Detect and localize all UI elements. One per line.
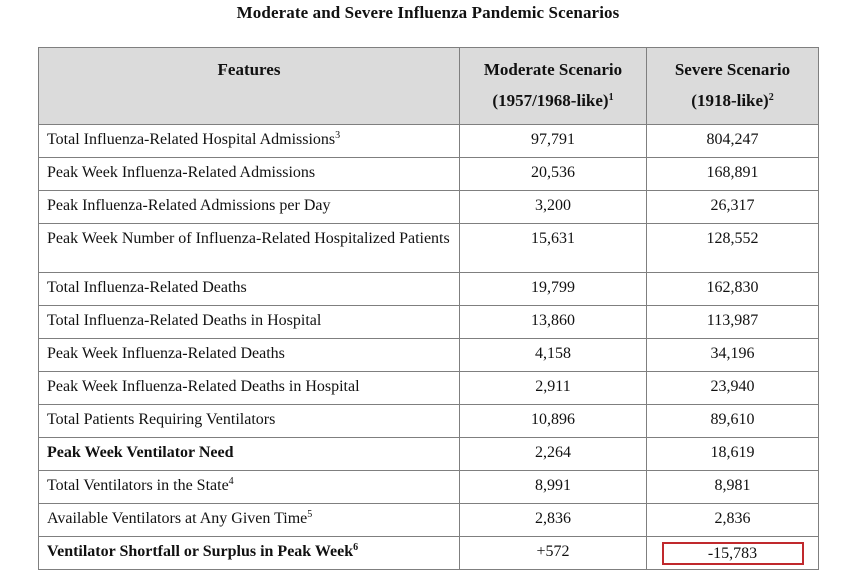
moderate-value: 2,836	[460, 504, 647, 537]
feature-cell	[39, 504, 460, 537]
table-row	[39, 339, 819, 372]
severe-value	[647, 537, 819, 570]
feature-cell	[39, 306, 460, 339]
features-header	[39, 48, 460, 125]
feature-label: Total Patients Requiring Ventilators	[47, 411, 276, 428]
severe-value: 8,981	[647, 471, 819, 504]
table-row	[39, 273, 819, 306]
severe-value: 804,247	[647, 125, 819, 158]
moderate-value: 15,631	[460, 224, 647, 273]
feature-label: Ventilator Shortfall or Surplus in Peak Week	[47, 543, 354, 560]
feature-label: Total Influenza-Related Hospital Admissions	[47, 131, 336, 148]
severe-value: 2,836	[647, 504, 819, 537]
header-row	[39, 48, 819, 125]
severe-header	[647, 48, 819, 125]
feature-label: Peak Week Influenza-Related Deaths	[47, 345, 285, 362]
feature-label: Total Influenza-Related Deaths	[47, 279, 247, 296]
moderate-value: 3,200	[460, 191, 647, 224]
footnote-marker: 4	[228, 476, 234, 487]
feature-cell	[39, 471, 460, 504]
moderate-value: +572	[460, 537, 647, 570]
severe-value: 89,610	[647, 405, 819, 438]
feature-label: Peak Week Influenza-Related Deaths in Hospital	[47, 378, 360, 395]
table-title: Moderate and Severe Influenza Pandemic Scenarios	[236, 3, 620, 22]
highlighted-shortfall-value: -15,783	[662, 542, 804, 565]
feature-cell	[39, 405, 460, 438]
moderate-header-line2	[460, 91, 646, 111]
moderate-value: 19,799	[460, 273, 647, 306]
feature-label: Total Influenza-Related Deaths in Hospital	[47, 312, 322, 329]
features-header-label: Features	[217, 60, 281, 79]
severe-value: 23,940	[647, 372, 819, 405]
severe-value: 128,552	[647, 224, 819, 273]
table-row	[39, 191, 819, 224]
moderate-value: 4,158	[460, 339, 647, 372]
severe-header-years: (1918-like)	[691, 91, 769, 110]
footnote-marker: 2	[768, 92, 774, 103]
table-row	[39, 504, 819, 537]
table-row	[39, 471, 819, 504]
feature-cell	[39, 158, 460, 191]
moderate-value: 97,791	[460, 125, 647, 158]
footnote-marker: 5	[307, 509, 313, 520]
table-row	[39, 537, 819, 570]
moderate-header-years: (1957/1968-like)	[492, 91, 609, 110]
moderate-value: 8,991	[460, 471, 647, 504]
table-row	[39, 125, 819, 158]
footnote-marker: 1	[608, 92, 614, 103]
severe-header-line2	[647, 91, 818, 111]
moderate-value: 2,264	[460, 438, 647, 471]
table-row	[39, 224, 819, 273]
feature-cell	[39, 372, 460, 405]
scenario-table	[38, 47, 819, 570]
severe-value: 18,619	[647, 438, 819, 471]
moderate-header	[460, 48, 647, 125]
feature-cell	[39, 224, 460, 273]
moderate-value: 20,536	[460, 158, 647, 191]
table-row	[39, 306, 819, 339]
moderate-value: 10,896	[460, 405, 647, 438]
feature-label: Total Ventilators in the State	[47, 477, 229, 494]
feature-label: Peak Week Ventilator Need	[47, 444, 234, 461]
feature-cell	[39, 191, 460, 224]
feature-cell	[39, 438, 460, 471]
feature-cell	[39, 125, 460, 158]
severe-header-line1: Severe Scenario	[674, 60, 791, 79]
feature-cell	[39, 339, 460, 372]
table-row	[39, 438, 819, 471]
severe-value: 162,830	[647, 273, 819, 306]
feature-label: Peak Influenza-Related Admissions per Day	[47, 197, 331, 214]
severe-value: 26,317	[647, 191, 819, 224]
footnote-marker: 6	[353, 542, 359, 553]
severe-value: 113,987	[647, 306, 819, 339]
table-row	[39, 372, 819, 405]
footnote-marker: 3	[335, 130, 341, 141]
severe-value: 168,891	[647, 158, 819, 191]
moderate-value: 13,860	[460, 306, 647, 339]
moderate-value: 2,911	[460, 372, 647, 405]
feature-cell	[39, 273, 460, 306]
table-row	[39, 158, 819, 191]
severe-value: 34,196	[647, 339, 819, 372]
feature-label: Peak Week Number of Influenza-Related Hospitalized Patients	[47, 230, 450, 247]
table-row	[39, 405, 819, 438]
feature-label: Peak Week Influenza-Related Admissions	[47, 164, 316, 181]
feature-cell	[39, 537, 460, 570]
feature-label: Available Ventilators at Any Given Time	[47, 510, 308, 527]
moderate-header-line1: Moderate Scenario	[483, 60, 623, 79]
